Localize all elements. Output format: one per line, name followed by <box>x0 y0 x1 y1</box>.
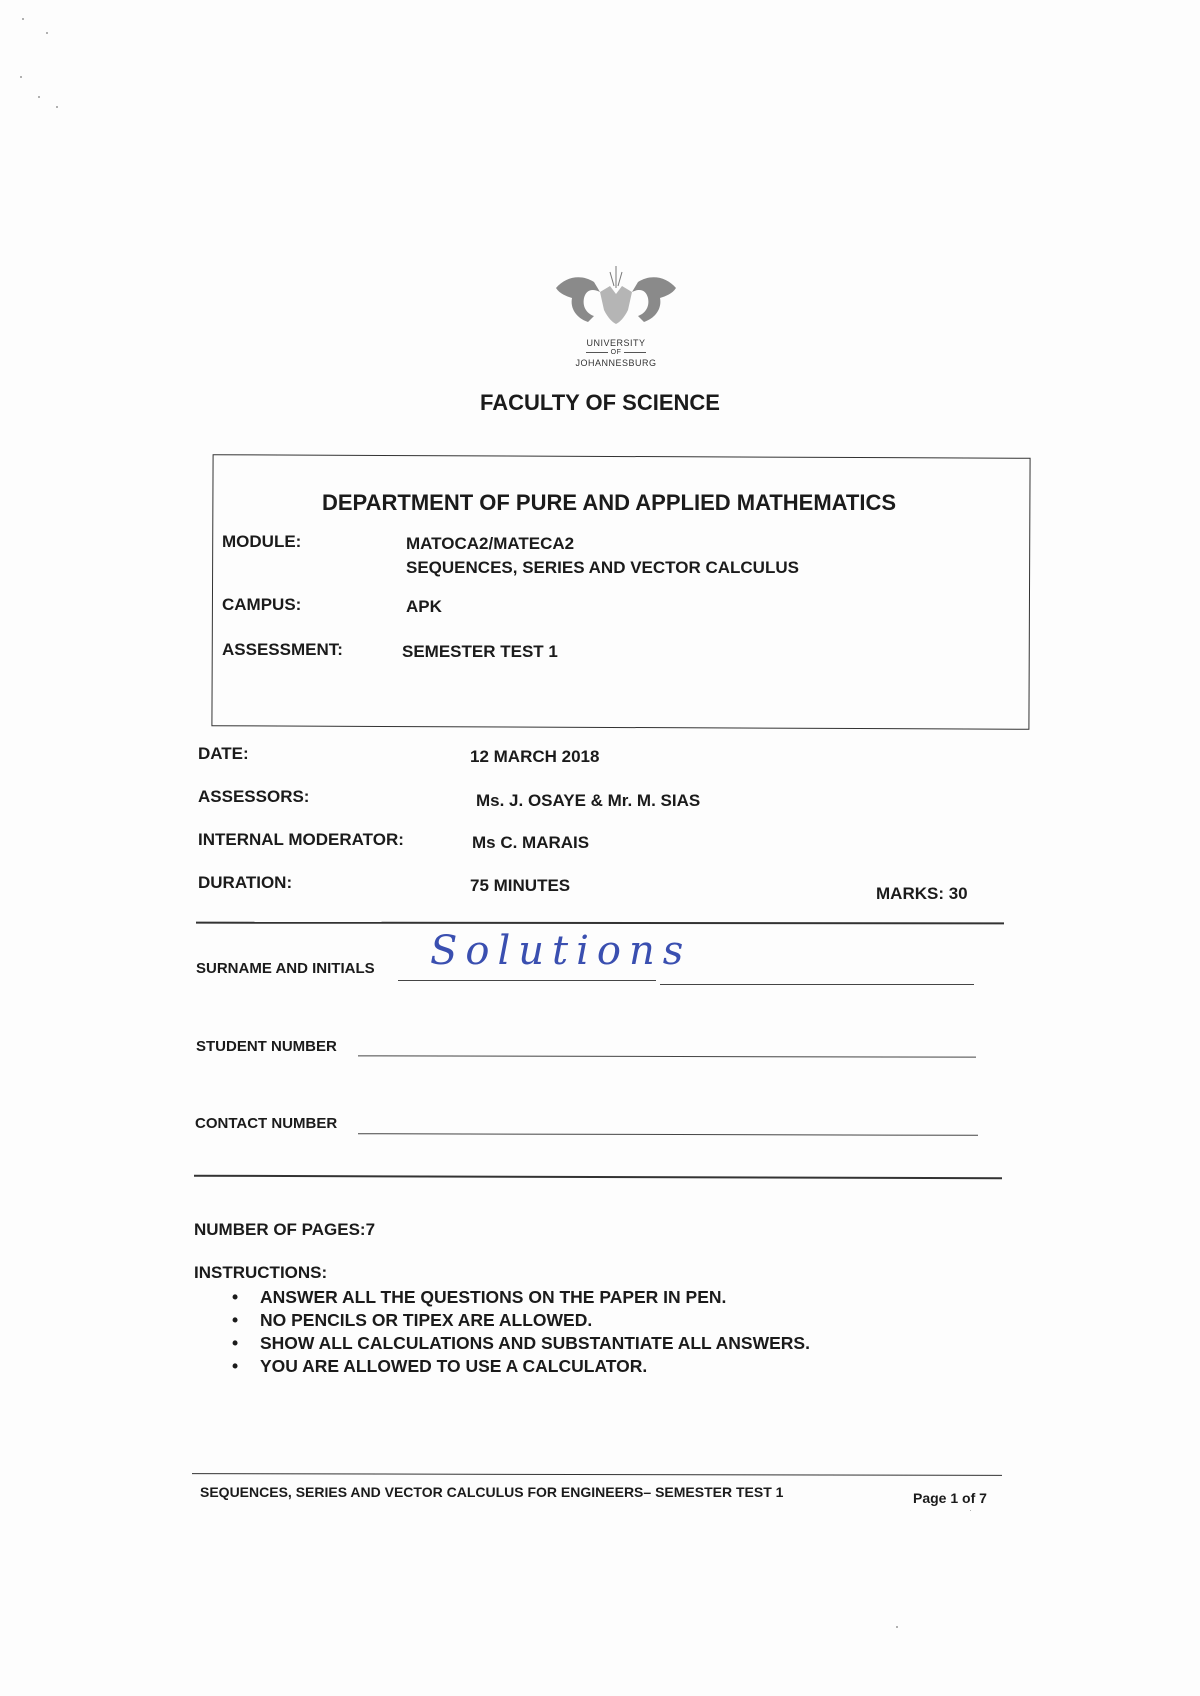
scan-speck <box>38 96 40 98</box>
university-logo <box>548 262 684 372</box>
surname-underline-2 <box>660 984 974 985</box>
scan-speck <box>970 1510 971 1511</box>
marks-value: MARKS: 30 <box>876 884 968 903</box>
duration-label: DURATION: <box>198 873 293 892</box>
moderator-value: Ms C. MARAIS <box>472 833 590 852</box>
module-code: MATOCA2/MATECA2 <box>406 534 575 553</box>
contact-number-label: CONTACT NUMBER <box>195 1115 338 1132</box>
assessors-label: ASSESSORS: <box>198 787 310 806</box>
divider-top <box>196 922 1004 924</box>
logo-name: JOHANNESBURG <box>575 358 657 368</box>
assessment-label: ASSESSMENT: <box>222 640 343 659</box>
scan-speck <box>46 32 48 34</box>
campus-value: APK <box>406 597 442 616</box>
scan-speck <box>22 18 24 20</box>
list-item: • SHOW ALL CALCULATIONS AND SUBSTANTIATE ALL ANSWERS. <box>232 1333 810 1353</box>
campus-label: CAMPUS: <box>222 595 302 614</box>
surname-label: SURNAME AND INITIALS <box>196 960 375 977</box>
module-title: SEQUENCES, SERIES AND VECTOR CALCULUS <box>406 558 799 577</box>
student-number-line[interactable] <box>358 1055 976 1057</box>
scan-speck <box>20 76 22 78</box>
scan-speck <box>896 1626 898 1628</box>
instructions-list <box>232 1286 810 1378</box>
list-item: • ANSWER ALL THE QUESTIONS ON THE PAPER IN PEN. <box>232 1287 727 1307</box>
surname-underline <box>398 980 656 981</box>
module-label: MODULE: <box>222 532 302 551</box>
date-label: DATE: <box>198 744 249 763</box>
assessment-value: SEMESTER TEST 1 <box>402 642 558 661</box>
university-crest-icon <box>548 262 684 334</box>
surname-handwritten-value[interactable]: Solutions <box>430 928 692 974</box>
contact-number-line[interactable] <box>358 1133 978 1136</box>
footer-title: SEQUENCES, SERIES AND VECTOR CALCULUS FOR ENGINEERS– SEMESTER TEST 1 <box>200 1484 784 1500</box>
list-item: • NO PENCILS OR TIPEX ARE ALLOWED. <box>232 1310 593 1330</box>
logo-of: OF <box>548 349 684 356</box>
department-title: DEPARTMENT OF PURE AND APPLIED MATHEMATICS <box>322 490 897 515</box>
divider-bottom <box>194 1175 1002 1179</box>
scan-speck <box>56 106 58 108</box>
faculty-title: FACULTY OF SCIENCE <box>480 390 720 415</box>
pages-count: NUMBER OF PAGES:7 <box>194 1220 376 1239</box>
footer-page-number: Page 1 of 7 <box>913 1490 987 1506</box>
instructions-heading: INSTRUCTIONS: <box>194 1263 328 1282</box>
date-value: 12 MARCH 2018 <box>470 747 600 766</box>
student-number-label: STUDENT NUMBER <box>196 1038 337 1055</box>
moderator-label: INTERNAL MODERATOR: <box>198 830 404 849</box>
logo-university: UNIVERSITY <box>586 338 646 348</box>
duration-value: 75 MINUTES <box>470 876 571 895</box>
assessors-value: Ms. J. OSAYE & Mr. M. SIAS <box>476 791 701 810</box>
footer-rule <box>192 1473 1002 1476</box>
list-item: • YOU ARE ALLOWED TO USE A CALCULATOR. <box>232 1356 648 1376</box>
